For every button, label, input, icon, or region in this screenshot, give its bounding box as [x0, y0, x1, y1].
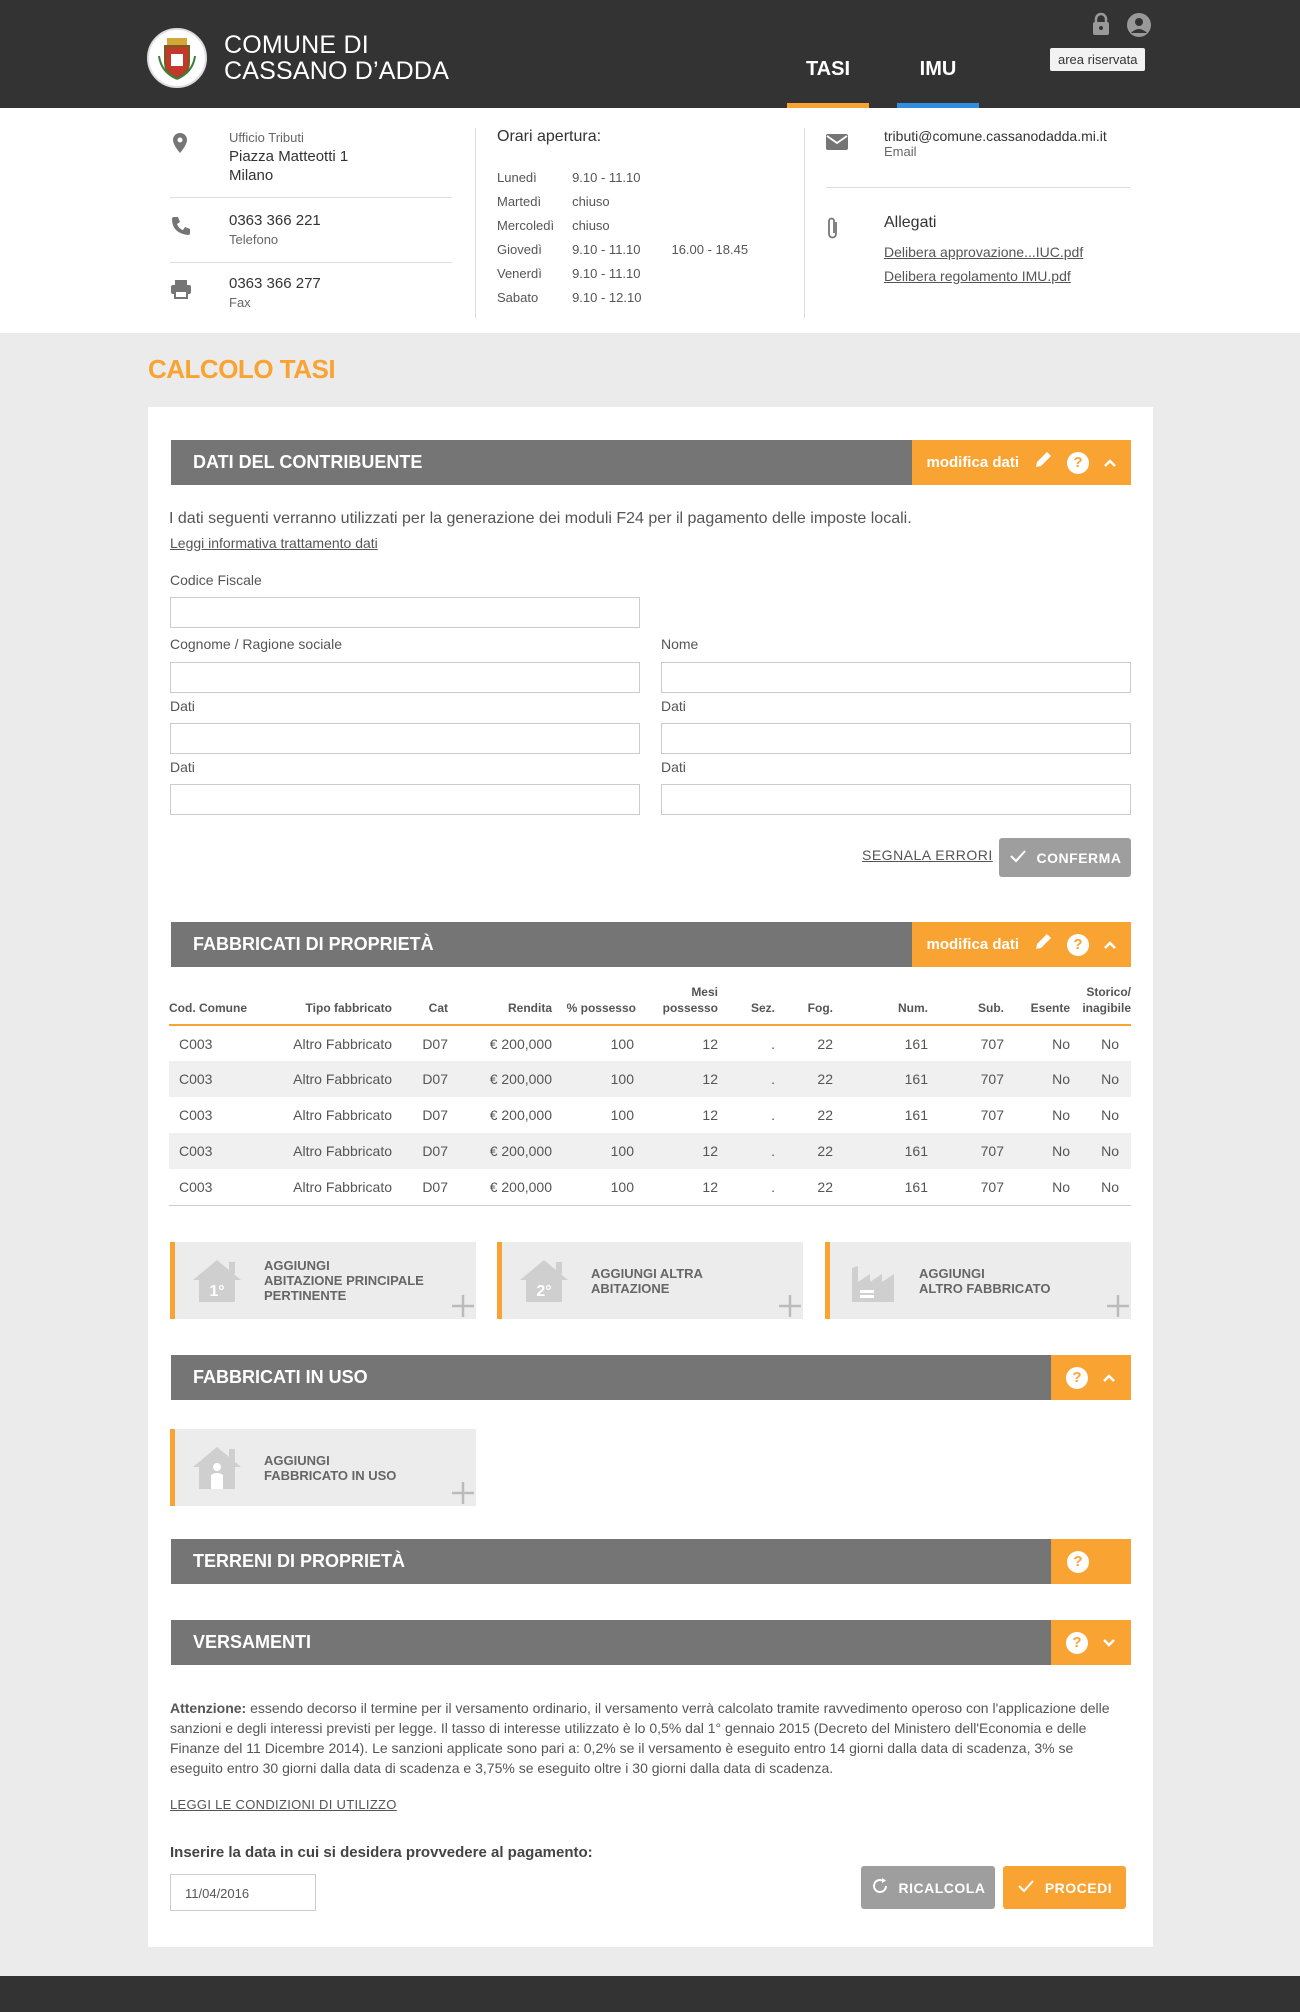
- edit-data-button[interactable]: modifica dati: [926, 936, 1019, 953]
- municipality-crest-logo[interactable]: [147, 28, 207, 88]
- data-field-label: Dati: [170, 698, 195, 714]
- terms-of-use-link[interactable]: LEGGI LE CONDIZIONI DI UTILIZZO: [170, 1797, 397, 1812]
- tax-code-input[interactable]: [170, 597, 640, 628]
- address-line-1: Piazza Matteotti 1: [229, 148, 349, 165]
- warning-text: essendo decorso il termine per il versamento ordinario, il versamento verrà calcolato tramite ravvedimento operoso con l'applicazione delle sanzioni e degli interessi previsti per legge. Il tasso di interesse utilizzato è lo 0,5% dal 1° gennaio 2015 (Decreto del Ministero dell'Economia e delle Finanze del 11 Dicembre 2014). Le sanzioni applicate sono pari a: 0,2% se il versamento è eseguito entro 14 giorni dalla data di scadenza, 3% se eseguito entro 30 giorni dalla data di scadenza e 3,75% se eseguito oltre i 30 giorni dalla data di scadenza.: [170, 1700, 1110, 1776]
- reserved-area-tooltip: area riservata: [1050, 48, 1145, 71]
- col-sez: Sez.: [718, 984, 775, 1025]
- opening-hours: [497, 128, 766, 314]
- help-icon[interactable]: ?: [1067, 452, 1089, 474]
- hours-row: Giovedì 9.10 - 11.10 16.00 - 18.45: [497, 242, 749, 257]
- section-buildings-in-use-header[interactable]: [171, 1355, 1131, 1400]
- section-owned-buildings-tools: [912, 922, 1131, 967]
- fax-row: [170, 274, 452, 326]
- municipality-name[interactable]: [224, 32, 449, 84]
- tab-tasi[interactable]: [787, 58, 869, 108]
- recalculate-button-label: RICALCOLA: [898, 1879, 986, 1896]
- tax-code-label: Codice Fiscale: [170, 572, 262, 588]
- table-row[interactable]: C003 Altro Fabbricato D07 € 200,000 100 12 . 22 161 707 No No: [169, 1169, 1131, 1205]
- col-storico: Storico/ inagibile: [1070, 984, 1131, 1025]
- page-title: CALCOLO TASI: [148, 354, 336, 384]
- page-footer: [0, 1976, 1300, 2012]
- section-taxpayer-tools: [912, 440, 1131, 485]
- refresh-icon: [871, 1877, 889, 1898]
- fax-number: 0363 366 277: [229, 275, 321, 292]
- col-fog: Fog.: [775, 984, 833, 1025]
- help-icon[interactable]: ?: [1066, 1632, 1088, 1654]
- hours-row: Venerdì 9.10 - 11.10: [497, 266, 641, 281]
- add-main-residence-tile[interactable]: [170, 1242, 476, 1319]
- col-mesi-possesso: Mesi possesso: [636, 984, 718, 1025]
- confirm-button[interactable]: [999, 838, 1131, 877]
- chevron-up-icon[interactable]: [1103, 452, 1117, 473]
- chevron-up-icon[interactable]: [1103, 934, 1117, 955]
- col-possesso-pct: % possesso: [552, 984, 636, 1025]
- phone-label: Telefono: [229, 232, 279, 247]
- printer-fax-icon: [170, 278, 194, 302]
- divider: [804, 128, 805, 318]
- lock-icon[interactable]: [1090, 12, 1112, 43]
- attachments-title: Allegati: [884, 214, 937, 231]
- email-address[interactable]: tributi@comune.cassanodadda.mi.it: [884, 128, 1107, 144]
- data-input[interactable]: [170, 723, 640, 754]
- svg-text:1°: 1°: [209, 1283, 225, 1300]
- chevron-down-icon[interactable]: [1102, 1632, 1116, 1653]
- chevron-up-icon[interactable]: [1102, 1367, 1116, 1388]
- email-and-attachments: [826, 128, 1130, 286]
- section-land-title: TERRENI DI PROPRIETÀ: [193, 1551, 406, 1571]
- tab-imu[interactable]: [897, 58, 979, 108]
- fax-label: Fax: [229, 295, 251, 310]
- opening-hours-title: Orari apertura:: [497, 128, 602, 145]
- section-land-header[interactable]: [171, 1539, 1131, 1584]
- add-building-in-use-tile[interactable]: [170, 1429, 476, 1506]
- plus-icon: [450, 1293, 476, 1319]
- section-payments-tools: [1051, 1620, 1131, 1665]
- pencil-edit-icon[interactable]: [1033, 932, 1053, 957]
- name-input[interactable]: [661, 662, 1131, 693]
- section-land-tools: [1051, 1539, 1131, 1584]
- email-icon: [826, 134, 848, 155]
- add-other-residence-label: AGGIUNGI ALTRA ABITAZIONE: [591, 1265, 703, 1296]
- checkmark-icon: [1017, 1879, 1035, 1896]
- col-cod-comune: Cod. Comune: [169, 984, 257, 1025]
- paperclip-icon: [826, 216, 840, 245]
- phone-icon: [170, 215, 194, 239]
- add-building-in-use-label: AGGIUNGI FABBRICATO IN USO: [264, 1452, 397, 1483]
- address-row: [170, 128, 452, 198]
- privacy-policy-link[interactable]: Leggi informativa trattamento dati: [170, 535, 378, 551]
- data-field-label: Dati: [661, 759, 686, 775]
- col-tipo-fabbricato: Tipo fabbricato: [257, 984, 392, 1025]
- email-label: Email: [884, 144, 917, 159]
- checkmark-icon: [1009, 849, 1027, 866]
- office-label: Ufficio Tributi: [229, 130, 304, 145]
- plus-icon: [450, 1480, 476, 1506]
- tax-calculation-card: [148, 407, 1153, 1947]
- address-line-2: Milano: [229, 167, 274, 184]
- proceed-button[interactable]: [1003, 1866, 1126, 1909]
- location-pin-icon: [170, 132, 194, 156]
- edit-data-button[interactable]: modifica dati: [926, 454, 1019, 471]
- name-label: Nome: [661, 636, 699, 652]
- data-input[interactable]: [661, 723, 1131, 754]
- hours-row: Lunedì 9.10 - 11.10: [497, 170, 641, 185]
- attachment-link-imu[interactable]: Delibera regolamento IMU.pdf: [884, 268, 1071, 284]
- table-row[interactable]: C003 Altro Fabbricato D07 € 200,000 100 12 . 22 161 707 No No: [169, 1061, 1131, 1097]
- divider: [475, 128, 476, 318]
- add-other-residence-tile[interactable]: [497, 1242, 803, 1319]
- section-payments-header[interactable]: [171, 1620, 1131, 1665]
- add-other-building-label: AGGIUNGI ALTRO FABBRICATO: [919, 1265, 1051, 1296]
- payment-date-prompt: Inserire la data in cui si desidera provvedere al pagamento:: [170, 1844, 593, 1861]
- data-field-label: Dati: [170, 759, 195, 775]
- section-owned-buildings-title: FABBRICATI DI PROPRIETÀ: [193, 934, 434, 954]
- col-sub: Sub.: [928, 984, 1004, 1025]
- brand-line-2: CASSANO D’ADDA: [224, 57, 450, 85]
- hours-row: Martedì chiuso: [497, 194, 610, 209]
- owned-buildings-table: [169, 984, 1131, 1206]
- surname-input[interactable]: [170, 662, 640, 693]
- col-num: Num.: [833, 984, 928, 1025]
- house-first-icon: [189, 1256, 245, 1304]
- top-header: [0, 0, 1300, 108]
- section-buildings-in-use-tools: [1051, 1355, 1131, 1400]
- surname-label: Cognome / Ragione sociale: [170, 636, 342, 652]
- table-row[interactable]: C003 Altro Fabbricato D07 € 200,000 100 12 . 22 161 707 No No: [179, 1107, 1119, 1123]
- pencil-edit-icon[interactable]: [1033, 450, 1053, 475]
- section-taxpayer-title: DATI DEL CONTRIBUENTE: [193, 452, 423, 472]
- col-rendita: Rendita: [448, 984, 552, 1025]
- factory-icon: [844, 1256, 900, 1304]
- data-field-label: Dati: [661, 698, 686, 714]
- house-second-icon: [516, 1256, 572, 1304]
- plus-icon: [1105, 1293, 1131, 1319]
- add-other-building-tile[interactable]: [825, 1242, 1131, 1319]
- help-icon[interactable]: ?: [1066, 1367, 1088, 1389]
- hours-row: Mercoledì chiuso: [497, 218, 610, 233]
- phone-row: [170, 211, 452, 263]
- house-person-icon: [189, 1443, 245, 1491]
- attachment-link-iuc[interactable]: Delibera approvazione...IUC.pdf: [884, 244, 1084, 260]
- brand-line-1: COMUNE DI: [224, 31, 369, 59]
- col-cat: Cat: [392, 984, 448, 1025]
- late-payment-warning: [170, 1698, 1128, 1778]
- data-input[interactable]: [170, 784, 640, 815]
- tab-tasi-label: TASI: [805, 58, 851, 80]
- data-input[interactable]: [661, 784, 1131, 815]
- proceed-button-label: PROCEDI: [1044, 1879, 1113, 1896]
- table-row[interactable]: C003 Altro Fabbricato D07 € 200,000 100 12 . 22 161 707 No No: [179, 1035, 1119, 1052]
- contact-info-strip: [0, 108, 1300, 333]
- help-icon[interactable]: ?: [1067, 934, 1089, 956]
- col-esente: Esente: [1004, 984, 1070, 1025]
- report-errors-link[interactable]: SEGNALA ERRORI: [862, 847, 993, 863]
- taxpayer-intro-text: I dati seguenti verranno utilizzati per la generazione dei moduli F24 per il pagamento delle imposte locali.: [169, 510, 912, 527]
- user-account-icon[interactable]: [1126, 12, 1152, 43]
- help-icon[interactable]: ?: [1067, 1551, 1089, 1573]
- plus-icon: [777, 1293, 803, 1319]
- section-taxpayer-header[interactable]: [171, 440, 1131, 485]
- table-header-row: [169, 984, 1131, 1025]
- phone-number[interactable]: 0363 366 221: [229, 212, 321, 229]
- svg-text:2°: 2°: [536, 1283, 552, 1300]
- table-row[interactable]: C003 Altro Fabbricato D07 € 200,000 100 12 . 22 161 707 No No: [169, 1133, 1131, 1169]
- warning-bold-label: Attenzione:: [170, 1700, 247, 1716]
- section-owned-buildings-header[interactable]: [171, 922, 1131, 967]
- hours-row: Sabato 9.10 - 12.10: [497, 290, 642, 305]
- add-main-residence-label: AGGIUNGI ABITAZIONE PRINCIPALE PERTINENTE: [264, 1258, 424, 1303]
- section-buildings-in-use-title: FABBRICATI IN USO: [193, 1367, 368, 1387]
- confirm-button-label: CONFERMA: [1036, 849, 1122, 866]
- payment-date-input[interactable]: 11/04/2016: [170, 1874, 316, 1911]
- section-payments-title: VERSAMENTI: [193, 1632, 312, 1652]
- tab-imu-label: IMU: [919, 58, 957, 80]
- recalculate-button[interactable]: [861, 1866, 995, 1909]
